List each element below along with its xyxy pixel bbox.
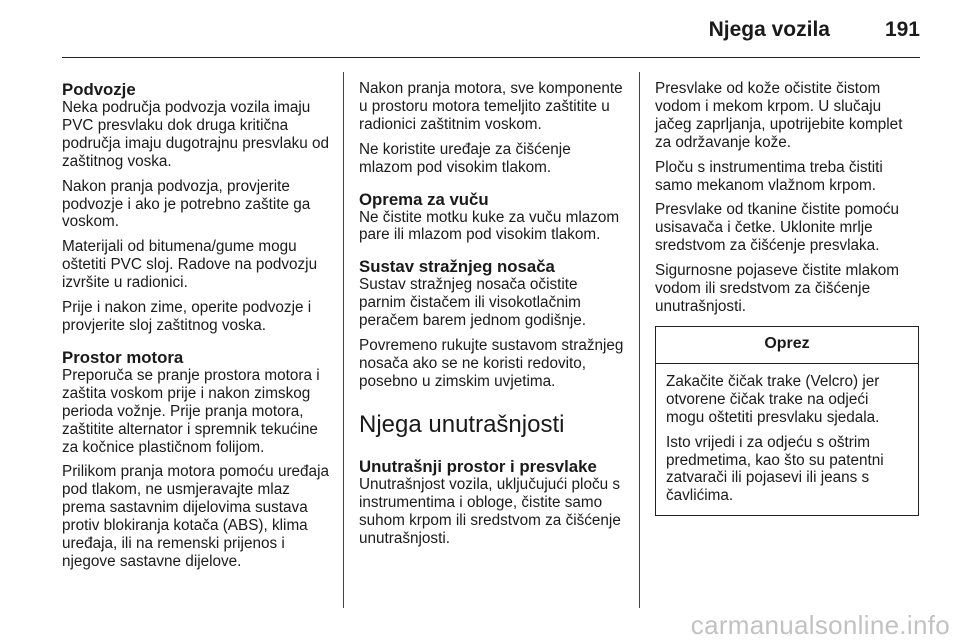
- paragraph: Presvlake od kože očistite čistom vodom i mekom krpom. U slučaju jačeg zaprljanja, upotrijebite komplet za održavanje kože.: [655, 80, 903, 151]
- section-title-njega-unutrasnjosti: Njega unutrašnjosti: [359, 410, 565, 438]
- paragraph: Materijali od bitumena/gume mogu oštetiti PVC sloj. Radove na podvozju izvršite u radionici.: [62, 238, 318, 292]
- column-divider-1: [343, 72, 344, 608]
- paragraph: Preporuča se pranje prostora motora i zaštita voskom prije i nakon zimskog perioda vožnje. Prije pranja motora, zaštitite alternator i spremnik tekućine za kočnice plastičnom folijom.: [62, 366, 320, 456]
- paragraph: Unutrašnjost vozila, uključujući ploču s instrumentima i obloge, čistite samo suhom krpom ili sredstvom za čišćenje unutrašnjosti.: [359, 475, 621, 547]
- paragraph: Nakon pranja podvozja, provjerite podvozje i ako je potrebno zaštite ga voskom.: [62, 177, 311, 231]
- paragraph: Sigurnosne pojaseve čistite mlakom vodom ili sredstvom za čišćenje unutrašnjosti.: [655, 262, 900, 315]
- caution-body: [656, 364, 918, 515]
- heading-unutrasnji-prostor: Unutrašnji prostor i presvlake: [359, 456, 597, 476]
- column-1: [62, 80, 332, 578]
- page-header: [0, 0, 960, 58]
- paragraph: Prilikom pranja motora pomoću uređaja pod tlakom, ne usmjeravajte mlaz prema sastavnim dijelovima sustava protiv blokiranja kotača (ABS), klima uređaja, ili na remenski prijenos i njegove sastavne dijelove.: [62, 463, 329, 570]
- paragraph: Prije i nakon zime, operite podvozje i provjerite sloj zaštitnog voska.: [62, 299, 312, 334]
- paragraph: Nakon pranja motora, sve komponente u prostoru motora temeljito zaštitite u radionici zaštitnim voskom.: [359, 80, 623, 133]
- caution-paragraph: Zakačite čičak trake (Velcro) jer otvorene čičak trake na odjeći mogu oštetiti presvlaku sjedala.: [666, 372, 880, 426]
- header-rule: [62, 57, 920, 58]
- paragraph: Ne čistite motku kuke za vuču mlazom pare ili mlazom pod visokim tlakom.: [359, 208, 620, 244]
- caution-paragraph: Isto vrijedi i za odjeću s oštrim predmetima, kao što su patentni zatvarači ili pojasevi ili jeans s čavlićima.: [666, 433, 884, 505]
- heading-sustav-straznjeg-nosaca: Sustav stražnjeg nosača: [359, 257, 555, 277]
- running-head-title: Njega vozila: [708, 18, 830, 41]
- heading-oprema-za-vucu: Oprema za vuču: [359, 189, 489, 209]
- paragraph: Ploču s instrumentima treba čistiti samo mekanom vlažnom krpom.: [655, 158, 883, 194]
- heading-prostor-motora: Prostor motora: [62, 347, 184, 367]
- column-divider-2: [639, 72, 640, 608]
- paragraph: Povremeno rukujte sustavom stražnjeg nosača ako se ne koristi redovito, posebno u zimskim uvjetima.: [359, 337, 624, 390]
- paragraph: Sustav stražnjeg nosača očistite parnim čistačem ili visokotlačnim peračem barem jednom godišnje.: [359, 276, 587, 330]
- column-3: [655, 80, 921, 516]
- paragraph: Ne koristite uređaje za čišćenje mlazom pod visokim tlakom.: [359, 140, 571, 176]
- page-number: 191: [884, 18, 920, 41]
- paragraph: Presvlake od tkanine čistite pomoću usisavača i četke. Uklonite mrlje sredstvom za čišćenje presvlaka.: [655, 201, 900, 255]
- column-2: [359, 80, 627, 554]
- watermark: carmanualsonline.info: [690, 610, 950, 640]
- caution-box: [655, 326, 919, 516]
- caution-title: Oprez: [656, 327, 918, 364]
- paragraph: Neka područja podvozja vozila imaju PVC presvlaku dok druga kritična područja imaju dugotrajnu presvlaku od zaštitnog voska.: [62, 99, 330, 170]
- heading-podvozje: Podvozje: [62, 80, 136, 99]
